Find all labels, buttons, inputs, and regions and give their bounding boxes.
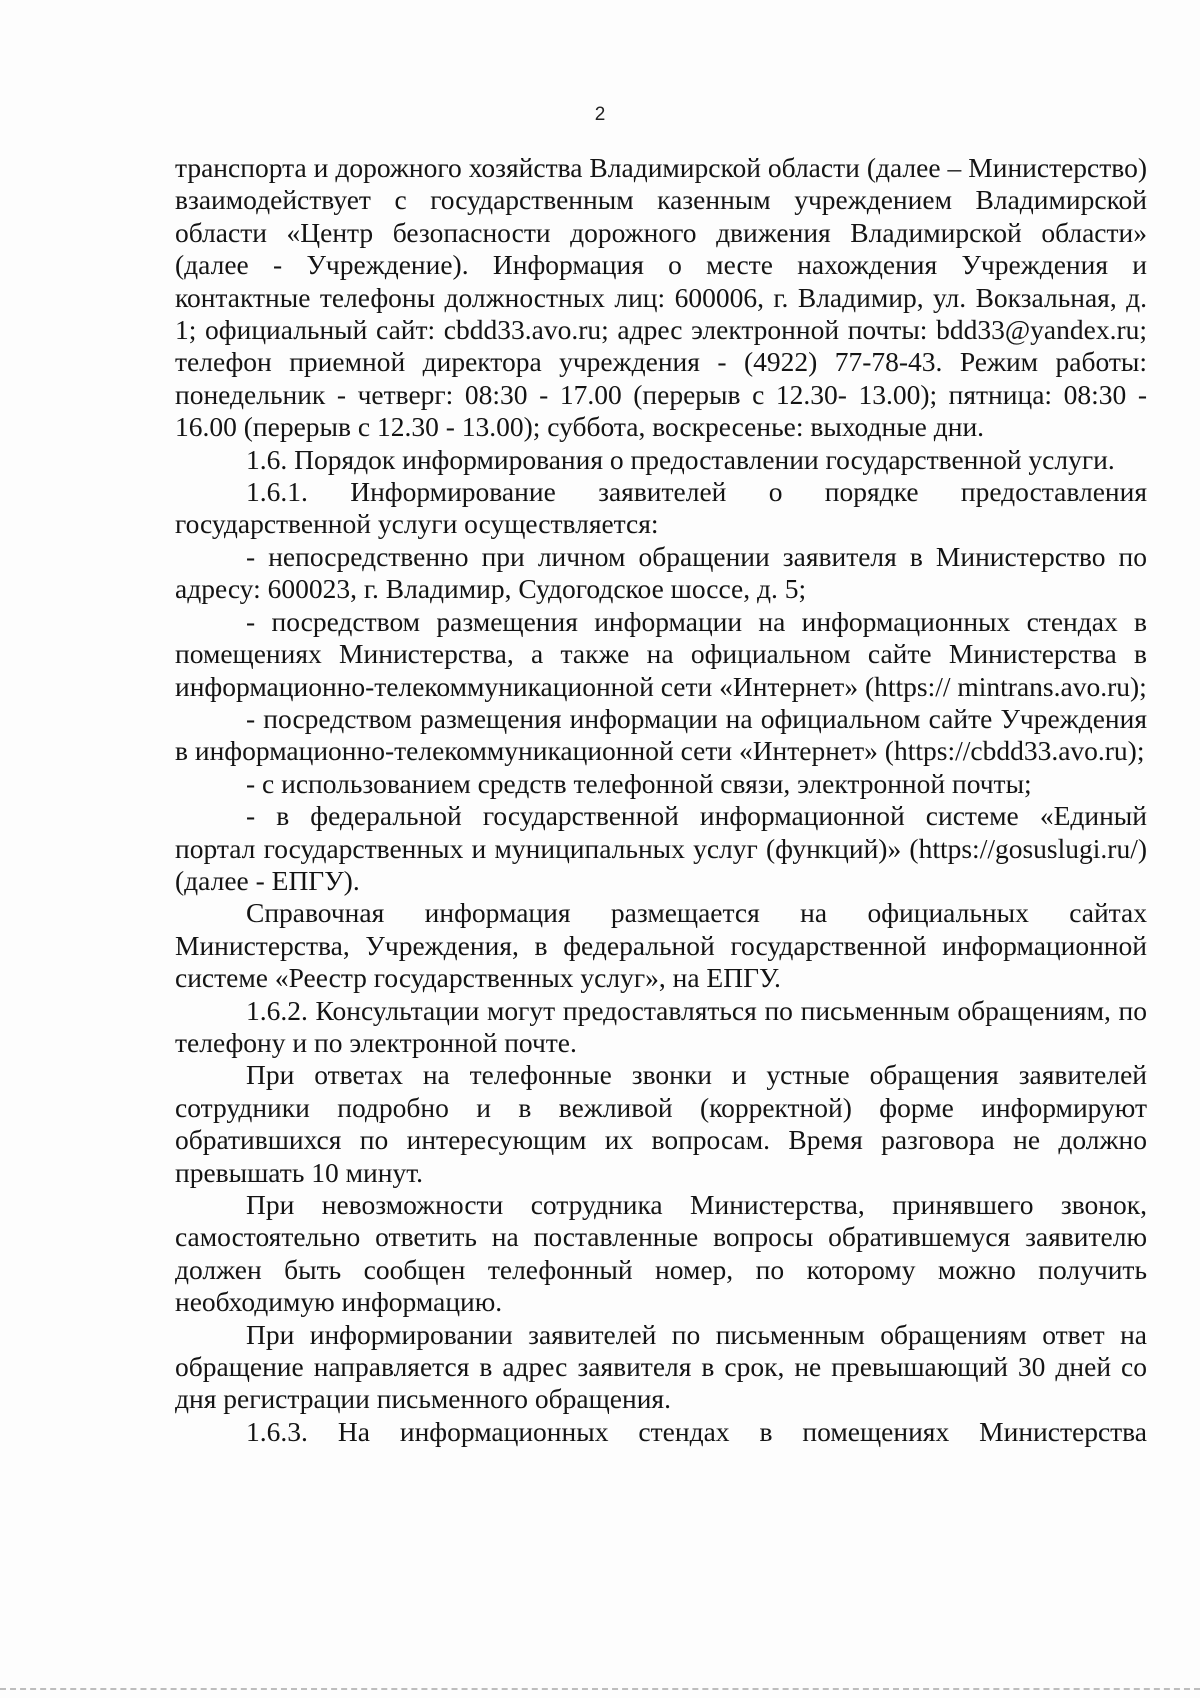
paragraph-section-1-6-1: 1.6.1. Информирование заявителей о порядке предоставления государственной услуги осуществляется: — [175, 476, 1147, 540]
list-item-personal-visit: - непосредственно при личном обращении заявителя в Министерство по адресу: 600023, г. Владимир, Судогодское шоссе, д. 5; — [175, 540, 1147, 605]
paragraph-phone-answers: При ответах на телефонные звонки и устные обращения заявителей сотрудники подробно и в вежливой (корректной) форме информируют обратившихся по интересующим их вопросам. Время разговора не должно превышать 10 минут. — [175, 1059, 1147, 1188]
paragraph-section-1-6-2: 1.6.2. Консультации могут предоставляться по письменным обращениям, по телефону и по электронной почте. — [175, 994, 1147, 1058]
paragraph-written-requests: При информировании заявителей по письменным обращениям ответ на обращение направляется в адрес заявителя в срок, не превышающий 30 дней со дня регистрации письменного обращения. — [175, 1318, 1147, 1415]
list-item-epgu: - в федеральной государственной информационной системе «Единый портал государственных и муниципальных услуг (функций)» (https://gosuslugi.ru/) (далее - ЕПГУ). — [175, 800, 1147, 896]
paragraph-reference-info: Справочная информация размещается на официальных сайтах Министерства, Учреждения, в федеральной государственной информационной системе «Реестр государственных услуг», на ЕПГУ. — [175, 897, 1147, 994]
list-item-phone-email: - с использованием средств телефонной связи, электронной почты; — [246, 767, 1032, 799]
paragraph-section-1-6-3: 1.6.3. На информационных стендах в помещениях Министерства — [246, 1415, 1147, 1447]
paragraph-section-1-6: 1.6. Порядок информирования о предоставлении государственной услуги. — [246, 443, 1115, 475]
paragraph-callback-number: При невозможности сотрудника Министерства, принявшего звонок, самостоятельно ответить на поставленные вопросы обратившемуся заявителю должен быть сообщен телефонный номер, по которому можно получить необходимую информацию. — [175, 1189, 1147, 1318]
list-item-ministry-site: - посредством размещения информации на информационных стендах в помещениях Министерства, а также на официальном сайте Министерства в информационно-телекоммуникационной сети «Интернет» (https:// mintrans.avo.ru); — [175, 605, 1147, 702]
document-body — [175, 152, 1147, 1448]
list-item-institution-site: - посредством размещения информации на официальном сайте Учреждения в информационно-телекоммуникационной сети «Интернет» (https://cbdd33.avo.ru); — [175, 702, 1147, 767]
page-number: 2 — [594, 104, 606, 125]
paragraph-contact-info: транспорта и дорожного хозяйства Владимирской области (далее – Министерство) взаимодействует с государственным казенным учреждением Владимирской области «Центр безопасности дорожного движения Владимирской области» (далее - Учреждение). Информация о месте нахождения Учреждения и контактные телефоны должностных лиц: 600006, г. Владимир, ул. Вокзальная, д. 1; официальный сайт: cbdd33.avo.ru; адрес электронной почты: bdd33@yandex.ru; телефон приемной директора учреждения - (4922) 77-78-43. Режим работы: понедельник - четверг: 08:30 - 17.00 (перерыв с 12.30- 13.00); пятница: 08:30 - 16.00 (перерыв с 12.30 - 13.00); суббота, воскресенье: выходные дни. — [175, 152, 1147, 443]
scan-bottom-edge — [0, 1688, 1200, 1690]
